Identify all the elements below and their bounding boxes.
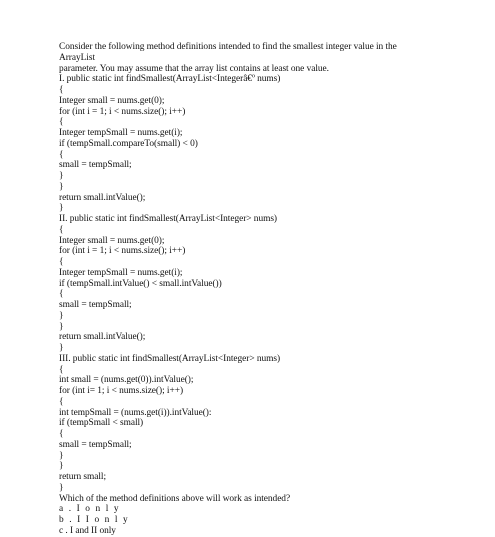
- text-line: Integer tempSmall = nums.get(i);: [59, 128, 183, 138]
- text-line: {: [59, 429, 64, 439]
- text-line: {: [59, 364, 64, 375]
- text-line: Integer small = nums.get(0);: [59, 95, 165, 106]
- text-line: {: [59, 149, 64, 160]
- text-line: }: [59, 171, 64, 181]
- text-line: for (int i= 1; i < nums.size(); i++): [59, 386, 184, 396]
- text-line: parameter. You may assume that the array list contains at least one value.: [59, 63, 329, 74]
- text-line: if (tempSmall < small): [59, 418, 144, 429]
- answer-option: c . I and II only: [59, 525, 116, 536]
- text-line: int tempSmall = (nums.get(i)).intValue():: [59, 407, 212, 418]
- text-line: III. public static int findSmallest(ArrayList<Integer> nums): [59, 353, 281, 364]
- text-line: Consider the following method definitions intended to find the smallest integer value in the: [59, 42, 397, 52]
- text-line: }: [59, 461, 64, 472]
- text-line: {: [59, 257, 64, 267]
- text-line: if (tempSmall.intValue() < small.intValue()): [59, 278, 222, 289]
- text-line: }: [59, 181, 64, 192]
- text-line: }: [59, 450, 64, 461]
- text-line: Which of the method definitions above will work as intended?: [59, 493, 291, 504]
- text-line: {: [59, 224, 64, 235]
- text-line: if (tempSmall.compareTo(small) < 0): [59, 138, 198, 149]
- text-line: ArrayList: [59, 52, 95, 63]
- text-line: {: [59, 85, 64, 95]
- text-line: }: [59, 203, 64, 214]
- text-line: return small.intValue();: [59, 192, 146, 203]
- text-line: return small.intValue();: [59, 332, 146, 343]
- text-line: II. public static int findSmallest(ArrayList<Integer> nums): [59, 214, 277, 224]
- text-line: for (int i = 1; i < nums.size(); i++): [59, 106, 186, 117]
- text-line: }: [59, 321, 64, 332]
- question-document: [59, 42, 459, 537]
- answer-option: a . I o n l y: [59, 504, 121, 515]
- text-line: }: [59, 310, 64, 321]
- question-body: [59, 42, 459, 504]
- text-line: return small;: [59, 472, 106, 482]
- text-line: }: [59, 343, 64, 353]
- text-line: Integer tempSmall = nums.get(i);: [59, 267, 183, 278]
- text-line: {: [59, 396, 64, 407]
- answer-options: [59, 504, 459, 536]
- text-line: int small = (nums.get(0)).intValue();: [59, 375, 194, 386]
- text-line: {: [59, 117, 64, 128]
- text-line: for (int i = 1; i < nums.size(); i++): [59, 246, 186, 257]
- text-line: {: [59, 289, 64, 300]
- text-line: small = tempSmall;: [59, 300, 132, 310]
- text-line: }: [59, 482, 64, 493]
- text-line: small = tempSmall;: [59, 160, 132, 171]
- answer-option: b . I I o n l y: [59, 515, 130, 525]
- text-line: I. public static int findSmallest(ArrayList<Integerâ€º nums): [59, 74, 281, 85]
- text-line: Integer small = nums.get(0);: [59, 235, 165, 246]
- text-line: small = tempSmall;: [59, 439, 132, 450]
